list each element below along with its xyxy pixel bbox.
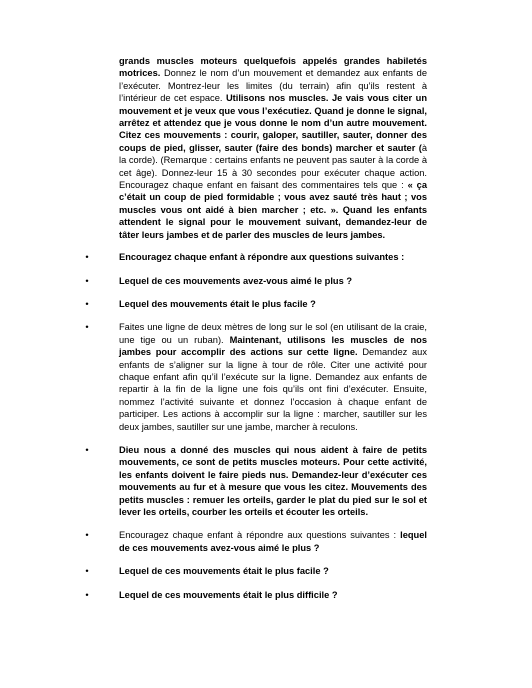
text-run: Encouragez chaque enfant à répondre aux questions suivantes :: [119, 530, 401, 541]
bullet-point-icon: •: [85, 589, 89, 600]
bold-text-run: Lequel des mouvements était le plus facile ?: [119, 298, 316, 309]
bullet-point-icon: •: [85, 275, 89, 286]
bullet-point-icon: •: [85, 444, 89, 455]
bold-text-run: grands muscles moteurs quelquefois appelés grandes habiletés motrices.: [119, 56, 427, 79]
page-content: [85, 55, 427, 612]
bullet-item: [85, 298, 427, 310]
bold-text-run: Utilisons nos muscles. Je vais vous citer un mouvement et je veux que vous l’exécutiez. Quand je donne le signal, arrêtez et attendez que je vous donne le nom d’un autre mouvement. Citez ces mouvements : courir, galoper, sautiller, sauter, donner des coups de pied, glisser, sauter (faire des bonds) marcher et sauter (: [119, 93, 427, 153]
bullet-item: [85, 444, 427, 518]
bullet-text: [119, 276, 352, 286]
bullet-text: [119, 566, 329, 576]
bold-text-run: « ça c’était un coup de pied formidable ; vous avez sauté très haut ; vos muscles vous ont aidé à bien marcher ; etc. ». Quand les enfants attendent le signal pour le mouvement suivant, demandez-leur de tâter leurs jambes et de parler des muscles de leurs jambes.: [119, 180, 427, 240]
bullet-point-icon: •: [85, 530, 89, 541]
bullet-text: [119, 299, 316, 309]
text-run: Donnez le nom d’un mouvement et demandez aux enfants de l’exécuter. Montrez-leur les limites (du terrain) afin qu’ils restent à l’intérieur de cet espace.: [119, 68, 427, 104]
bullet-text: [119, 445, 427, 517]
bullet-item: [85, 589, 427, 601]
bullet-text: [119, 590, 338, 600]
bullet-point-icon: •: [85, 566, 89, 577]
continuation-paragraph: [119, 55, 427, 241]
bullet-item: [85, 251, 427, 263]
bullet-item: [85, 321, 427, 433]
bullet-point-icon: •: [85, 322, 89, 333]
bold-text-run: Maintenant, utilisons les muscles de nos jambes pour accomplir des actions sur cette ligne.: [119, 334, 427, 358]
bold-text-run: Lequel de ces mouvements avez-vous aimé le plus ?: [119, 275, 353, 286]
bullet-point-icon: •: [85, 298, 89, 309]
bullet-list: [85, 251, 427, 601]
bold-text-run: Dieu nous a donné des muscles qui nous aident à faire de petits mouvements, ce sont de petits muscles moteurs. Pour cette activité, les enfants doivent le faire pieds nus. Demandez-leur d’exécuter ces mouvements au fur et à mesure que vous les citez. Mouvements des petits muscles : remuer les orteils, garder le plat du pied sur le sol et lever les orteils, courber les orteils et écouter les orteils.: [119, 444, 427, 517]
text-run: Faites une ligne de deux mètres de long sur le sol (en utilisant de la craie, une tige ou un ruban).: [119, 322, 427, 345]
bullet-item: [85, 275, 427, 287]
bold-text-run: lequel de ces mouvements avez-vous aimé le plus ?: [119, 530, 427, 553]
bullet-text: [119, 530, 427, 552]
bold-text-run: Lequel de ces mouvements était le plus facile ?: [119, 566, 329, 577]
bold-text-run: Encouragez chaque enfant à répondre aux questions suivantes :: [119, 252, 405, 263]
text-run: Demandez aux enfants de s’aligner sur la ligne à tour de rôle. Citer une activité pour chaque enfant afin qu’il l’exécute sur la ligne. Demandez aux enfants de repartir à la fin de la ligne une fois qu’ils ont fini d’exécuter. Ensuite, nommez l’activité suivante et donnez l’occasion à chaque enfant de participer. Les actions à accomplir sur la ligne : marcher, sautiller sur les deux jambes, sautiller sur une jambe, marcher à reculons.: [119, 347, 427, 432]
text-run: à la corde). (Remarque : certains enfants ne peuvent pas sauter à la corde à cet âge). Donnez-leur 15 à 30 secondes pour exécuter chaque action. Encouragez chaque enfant en faisant des commentaires tels que :: [119, 142, 427, 191]
bullet-item: [85, 565, 427, 577]
bullet-point-icon: •: [85, 252, 89, 263]
bullet-item: [85, 529, 427, 554]
bold-text-run: Lequel de ces mouvements était le plus difficile ?: [119, 589, 338, 600]
bullet-text: [119, 322, 427, 431]
bullet-text: [119, 252, 404, 262]
